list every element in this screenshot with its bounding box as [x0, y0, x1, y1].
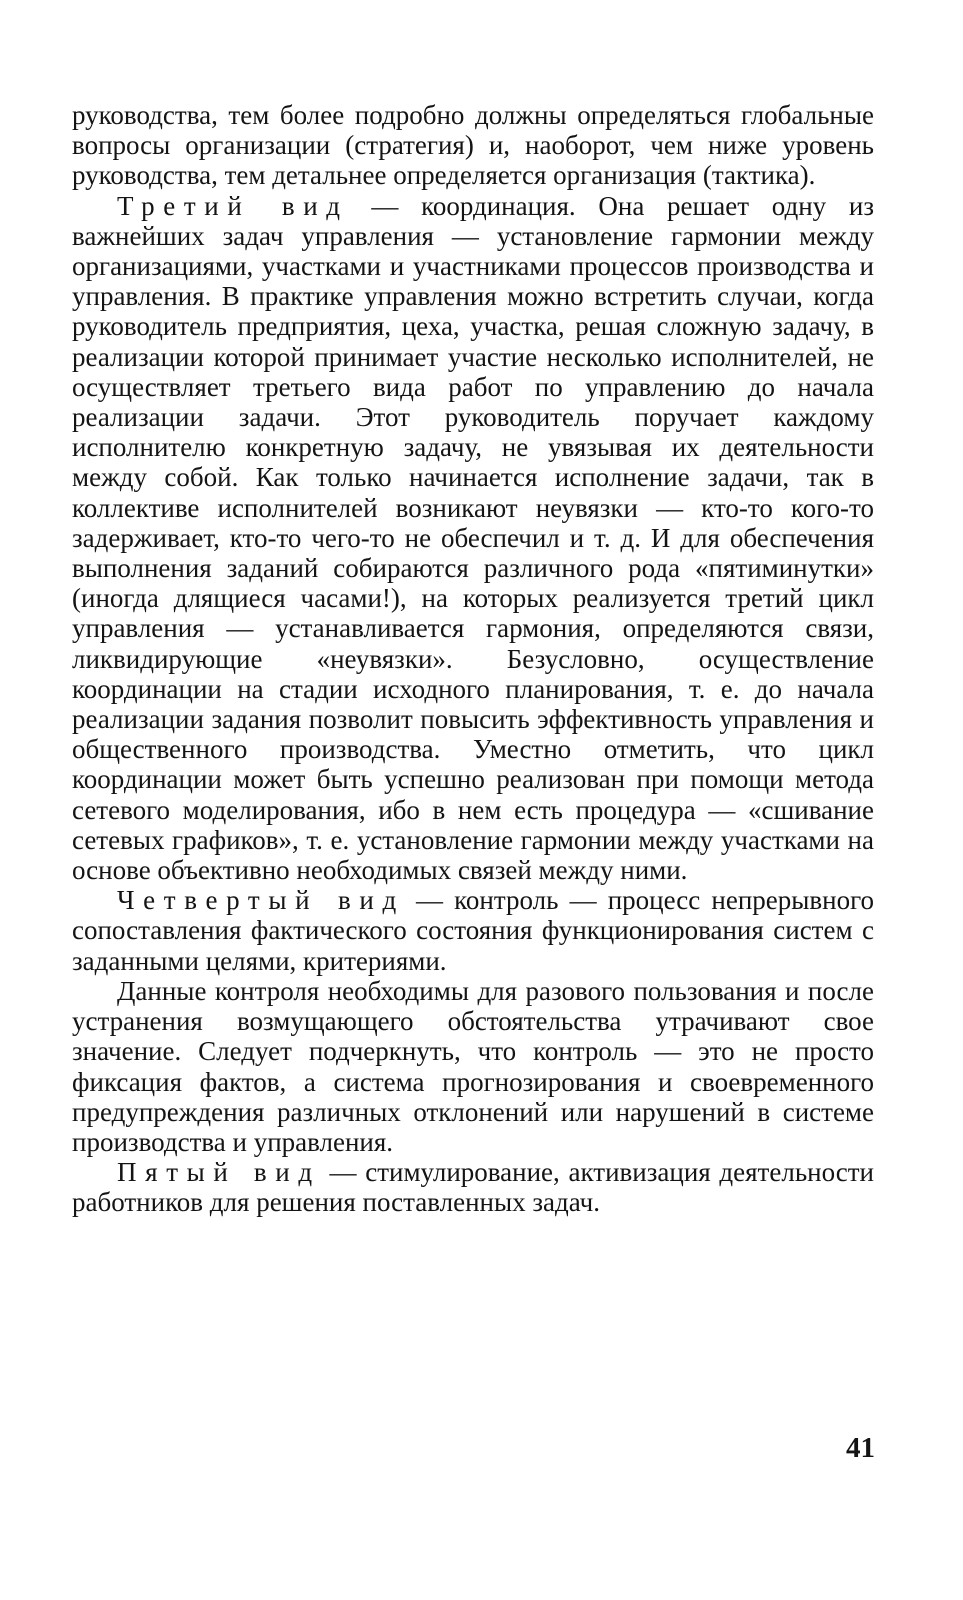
paragraph-2-lead: Третий вид [117, 190, 349, 221]
paragraph-2 [72, 191, 874, 886]
paragraph-1 [72, 100, 874, 191]
paragraph-3-text: — контроль — процесс непрерывного сопоставления фактического состояния функционирования систем с заданными целями, критериями. [72, 885, 874, 976]
paragraph-3 [72, 885, 874, 976]
paragraph-4-text: Данные контроля необходимы для разового пользования и после устранения возмущающего обстоятельства утрачивают свое значение. Следует подчеркнуть, что контроль — это не просто фиксация фактов, а система прогнозирования и своевременного предупреждения различных отклонений или нарушений в системе производства и управления. [72, 975, 874, 1157]
page-number: 41 [846, 1432, 875, 1464]
paragraph-5-lead: Пятый вид [117, 1157, 321, 1188]
paragraph-1-text: руководства, тем более подробно должны определяться глобальные вопросы организации (стратегия) и, наоборот, чем ниже уровень руководства, тем детальнее определяется организация (тактика). [72, 100, 874, 191]
paragraph-3-lead: Четвертый вид [117, 885, 405, 916]
paragraph-2-text: — координация. Она решает одну из важнейших задач управления — установление гармонии между организациями, участками и участниками процессов производства и управления. В практике управления можно встретить случаи, когда руководитель предприятия, цеха, участка, решая сложную задачу, в реализации которой принимает участие несколько исполнителей, не осуществляет третьего вида работ по управлению до начала реализации задачи. Этот руководитель поручает каждому исполнителю конкретную задачу, не увязывая их деятельности между собой. Как только начинается исполнение задачи, так в коллективе исполнителей возникают неувязки — кто-то кого-то задерживает, кто-то чего-то не обеспечил и т. д. И для обеспечения выполнения заданий собираются различного рода «пятиминутки» (иногда длящиеся часами!), на которых реализуется третий цикл управления — устанавливается гармония, определяются связи, ликвидирующие «неувязки». Безусловно, осуществление координации на стадии исходного планирования, т. е. до начала реализации задания позволит повысить эффективность управления и общественного производства. Уместно отметить, что цикл координации может быть успешно реализован при помощи метода сетевого моделирования, ибо в нем есть процедура — «сшивание сетевых графиков», т. е. установление гармонии между участками на основе объективно необходимых связей между ними. [72, 190, 874, 886]
paragraph-5-text: — стимулирование, активизация деятельности работников для решения поставленных задач. [72, 1157, 874, 1218]
page-text-block [72, 100, 874, 1218]
paragraph-4 [72, 976, 874, 1157]
paragraph-5 [72, 1157, 874, 1217]
